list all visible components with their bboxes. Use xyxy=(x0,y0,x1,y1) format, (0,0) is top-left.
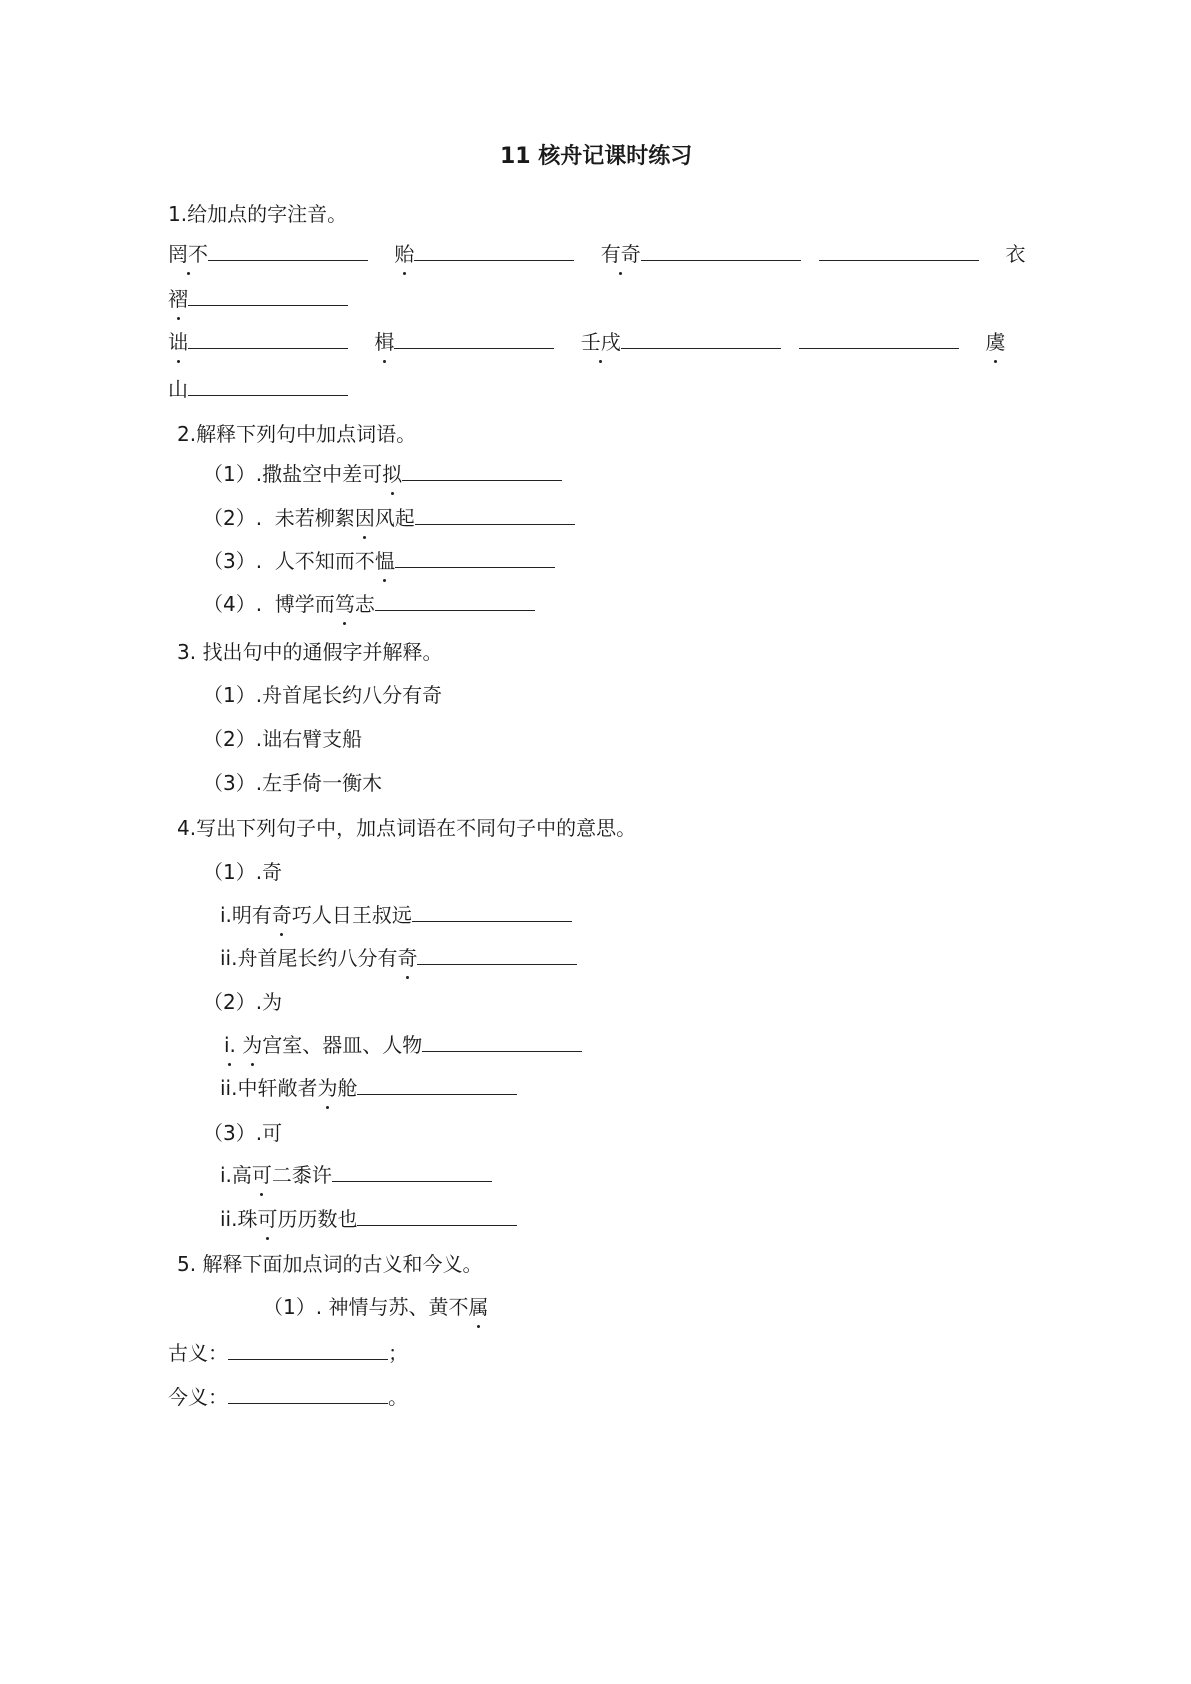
item-number: ii. xyxy=(220,946,238,970)
q4-group-1-a xyxy=(220,901,572,929)
dotted-word: 为 xyxy=(242,1033,263,1057)
q1-row-2 xyxy=(168,285,348,313)
q1-word-9: 虞 xyxy=(985,330,1006,354)
q4-heading: 4.写出下列句子中，加点词语在不同句子中的意思。 xyxy=(177,816,637,840)
answer-blank[interactable] xyxy=(357,1074,517,1095)
answer-blank[interactable] xyxy=(188,328,348,349)
q4-group-1-b xyxy=(220,944,577,972)
q1-word-1: 罔不 xyxy=(168,242,208,266)
item-number: （1）. xyxy=(203,462,263,486)
dotted-word: 为 xyxy=(317,1076,338,1100)
item-text: 巧人日王叔远 xyxy=(291,903,412,927)
page-title: 11 核舟记课时练习 xyxy=(500,144,693,169)
answer-blank[interactable] xyxy=(641,240,801,261)
q1-row-1 xyxy=(168,240,1025,268)
dotted-word: 奇 xyxy=(397,946,418,970)
item-number: ii. xyxy=(220,1076,238,1100)
item-text: 高 xyxy=(231,1163,252,1187)
dotted-word: 愠 xyxy=(374,549,395,573)
q1-row-4 xyxy=(168,375,348,403)
item-number: i. xyxy=(220,1163,232,1187)
q1-row-3 xyxy=(168,328,1005,356)
answer-blank[interactable] xyxy=(799,328,959,349)
q5-item-1 xyxy=(263,1293,488,1321)
item-number: （2）. xyxy=(203,506,263,530)
answer-blank[interactable] xyxy=(332,1161,492,1182)
q3-heading: 3. 找出句中的通假字并解释。 xyxy=(177,640,443,664)
item-text: 中轩敞者 xyxy=(237,1076,318,1100)
answer-blank[interactable] xyxy=(412,901,572,922)
item-text: 明有 xyxy=(231,903,272,927)
q1-word-2: 贻 xyxy=(394,242,415,266)
dotted-word: 可 xyxy=(257,1207,278,1231)
item-number: （1）. xyxy=(263,1295,329,1319)
q1-word-10: 山 xyxy=(168,377,188,401)
q4-group-1-label: （1）.奇 xyxy=(203,860,283,884)
answer-blank[interactable] xyxy=(208,240,368,261)
q3-item-2: （2）.诎右臂支船 xyxy=(203,727,363,751)
item-number: i. xyxy=(224,1033,236,1057)
answer-blank[interactable] xyxy=(422,1031,582,1052)
answer-blank[interactable] xyxy=(188,285,348,306)
answer-blank[interactable] xyxy=(394,328,554,349)
q1-word-6: 诎 xyxy=(168,330,188,354)
item-text: 志 xyxy=(354,592,375,616)
item-text: 人不知而不 xyxy=(262,549,375,573)
dotted-word: 属 xyxy=(468,1295,489,1319)
q4-group-2-b xyxy=(220,1074,517,1102)
dotted-word: 可 xyxy=(251,1163,272,1187)
punctuation: 。 xyxy=(388,1385,408,1409)
item-text: 舱 xyxy=(337,1076,358,1100)
dotted-word: 笃 xyxy=(334,592,355,616)
q1-word-4: 衣 xyxy=(1005,242,1026,266)
item-text: 博学而 xyxy=(262,592,335,616)
item-text: 历历数也 xyxy=(277,1207,358,1231)
item-text: 舟首尾长约八分有 xyxy=(237,946,398,970)
q1-word-3: 有奇 xyxy=(600,242,641,266)
q4-group-3-label: （3）.可 xyxy=(203,1121,283,1145)
q2-item-3 xyxy=(203,547,555,575)
q4-group-3-a xyxy=(220,1161,492,1189)
answer-blank[interactable] xyxy=(417,944,577,965)
q5-jin-line xyxy=(168,1383,408,1411)
dotted-word: 奇 xyxy=(271,903,292,927)
gu-label: 古义： xyxy=(168,1341,228,1365)
item-text: 二黍许 xyxy=(271,1163,332,1187)
q1-word-7: 楫 xyxy=(374,330,395,354)
item-text: 神情与苏、黄不 xyxy=(328,1295,469,1319)
q4-group-2-a xyxy=(224,1031,582,1059)
q1-word-8: 壬戌 xyxy=(580,330,621,354)
q3-item-1: （1）.舟首尾长约八分有奇 xyxy=(203,683,443,707)
item-text: 宫室、器皿、人物 xyxy=(262,1033,423,1057)
answer-blank[interactable] xyxy=(357,1205,517,1226)
dotted-word: 因 xyxy=(354,506,375,530)
item-number: ii. xyxy=(220,1207,238,1231)
q4-group-2-label: （2）.为 xyxy=(203,990,283,1014)
q2-heading: 2.解释下列句中加点词语。 xyxy=(177,422,417,446)
answer-blank[interactable] xyxy=(621,328,781,349)
answer-blank[interactable] xyxy=(414,240,574,261)
answer-blank[interactable] xyxy=(188,375,348,396)
q5-heading: 5. 解释下面加点词的古义和今义。 xyxy=(177,1252,483,1276)
answer-blank[interactable] xyxy=(375,590,535,611)
dotted-word: 拟 xyxy=(382,462,403,486)
answer-blank[interactable] xyxy=(402,460,562,481)
answer-blank[interactable] xyxy=(395,547,555,568)
item-number: （4）. xyxy=(203,592,263,616)
answer-blank[interactable] xyxy=(228,1339,388,1360)
item-number: i. xyxy=(220,903,232,927)
q4-group-3-b xyxy=(220,1205,517,1233)
q3-item-3: （3）.左手倚一衡木 xyxy=(203,771,383,795)
punctuation: ； xyxy=(388,1341,408,1365)
answer-blank[interactable] xyxy=(415,504,575,525)
answer-blank[interactable] xyxy=(819,240,979,261)
q2-item-4 xyxy=(203,590,535,618)
item-text: 珠 xyxy=(237,1207,258,1231)
item-text: 未若柳絮 xyxy=(262,506,355,530)
item-text: 撒盐空中差可 xyxy=(262,462,383,486)
q5-gu-line xyxy=(168,1339,408,1367)
item-text: 风起 xyxy=(374,506,415,530)
q2-item-1 xyxy=(203,460,562,488)
q1-word-5: 褶 xyxy=(168,287,188,311)
item-number: （3）. xyxy=(203,549,263,573)
answer-blank[interactable] xyxy=(228,1383,388,1404)
q2-item-2 xyxy=(203,504,575,532)
q1-heading: 1.给加点的字注音。 xyxy=(168,202,348,226)
jin-label: 今义： xyxy=(168,1385,228,1409)
